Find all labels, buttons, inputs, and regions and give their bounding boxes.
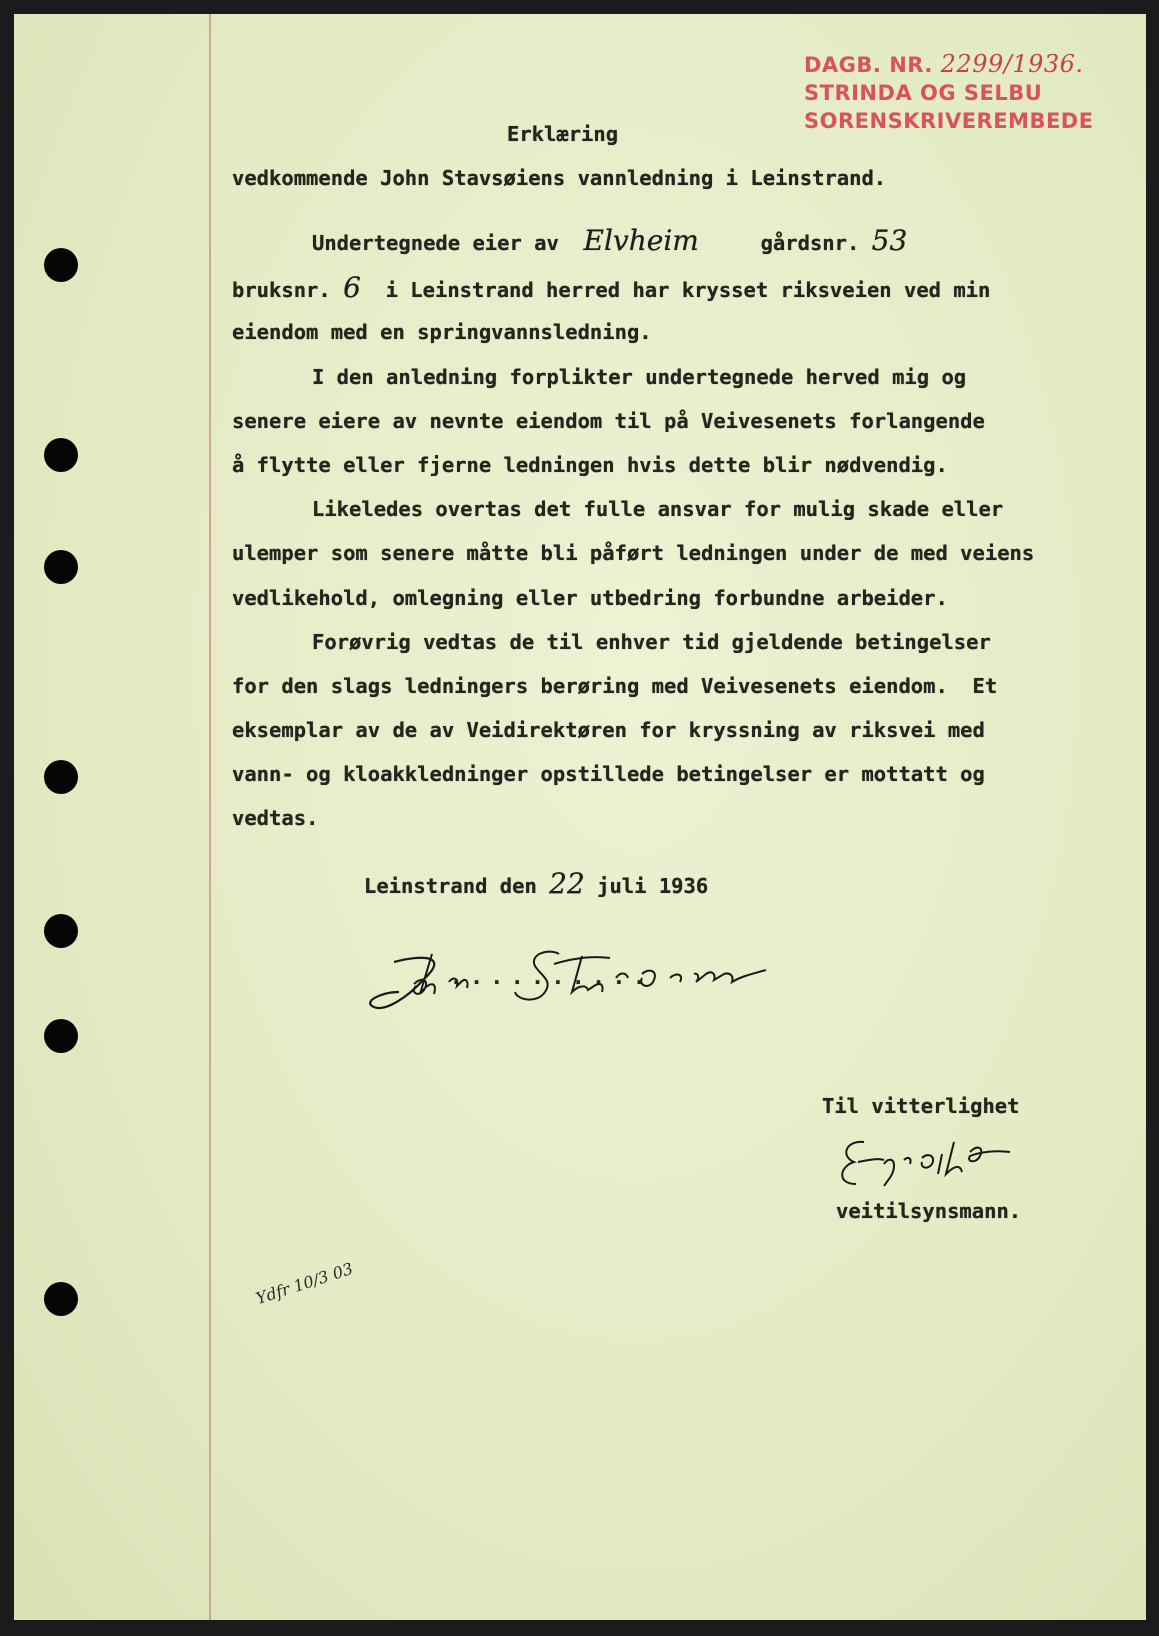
stamp-year: 1936. — [1012, 50, 1084, 78]
text-line: ulemper som senere måtte bli påført ledningen under de med veiens — [232, 541, 1035, 565]
text-line: vann- og kloakkledninger opstillede betingelser er mottatt og — [232, 762, 985, 786]
document-subtitle: vedkommende John Stavsøiens vannledning i Leinstrand. — [232, 166, 887, 190]
text-line: eksemplar av de av Veidirektøren for kryssning av riksvei med — [232, 718, 985, 742]
stamp-court: STRINDA OG SELBU — [804, 81, 1043, 105]
text-line: I den anledning forplikter undertegnede herved mig og — [312, 365, 967, 389]
handwritten-gardsnr: 53 — [871, 224, 908, 257]
stamp-office: SORENSKRIVEREMBEDE — [804, 109, 1094, 133]
punch-hole — [44, 550, 78, 584]
stamp-prefix: DAGB. NR. — [804, 53, 933, 77]
text-line — [312, 224, 908, 257]
text-segment: Leinstrand den — [364, 874, 537, 898]
registry-stamp — [804, 50, 1094, 135]
handwritten-day: 22 — [549, 867, 585, 900]
punch-hole — [44, 1282, 78, 1316]
stamp-separator: / — [1003, 50, 1013, 78]
text-line — [232, 271, 991, 304]
margin-rule — [209, 14, 211, 1620]
signature-witness — [834, 1124, 1024, 1194]
text-segment: Undertegnede eier av — [312, 231, 559, 255]
witness-label: Til vitterlighet — [822, 1094, 1020, 1118]
text-segment: gårdsnr. — [760, 231, 860, 255]
document-title: Erklæring — [507, 122, 619, 146]
signature-line-dots: .......... — [450, 965, 654, 989]
text-line: senere eiere av nevnte eiendom til på Veivesenets forlangende — [232, 409, 985, 433]
text-segment: i Leinstrand herred har krysset riksveien ved min — [385, 278, 991, 302]
text-line: Likeledes overtas det fulle ansvar for mulig skade eller — [312, 497, 1004, 521]
text-segment: bruksnr. — [232, 278, 331, 302]
text-line: Forøvrig vedtas de til enhver tid gjeldende betingelser — [312, 630, 991, 654]
text-line: eiendom med en springvannsledning. — [232, 320, 652, 344]
text-line: å flytte eller fjerne ledningen hvis dette blir nødvendig. — [232, 453, 948, 477]
date-line — [364, 867, 709, 900]
stamp-number: 2299 — [940, 50, 1004, 78]
margin-note: Ydfr 10/3 03 — [253, 1258, 356, 1309]
punch-hole — [44, 248, 78, 282]
text-line: for den slags ledningers berøring med Veivesenets eiendom. Et — [232, 674, 998, 698]
handwritten-bruksnr: 6 — [343, 271, 361, 304]
text-line: vedtas. — [232, 806, 319, 830]
punch-hole — [44, 914, 78, 948]
handwritten-farm-name: Elvheim — [583, 224, 699, 257]
punch-hole — [44, 1019, 78, 1053]
text-segment: juli 1936 — [597, 874, 709, 898]
text-line: vedlikehold, omlegning eller utbedring forbundne arbeider. — [232, 586, 948, 610]
witness-title: veitilsynsmann. — [836, 1199, 1022, 1223]
punch-hole — [44, 438, 78, 472]
document-page — [14, 14, 1146, 1620]
punch-hole — [44, 760, 78, 794]
